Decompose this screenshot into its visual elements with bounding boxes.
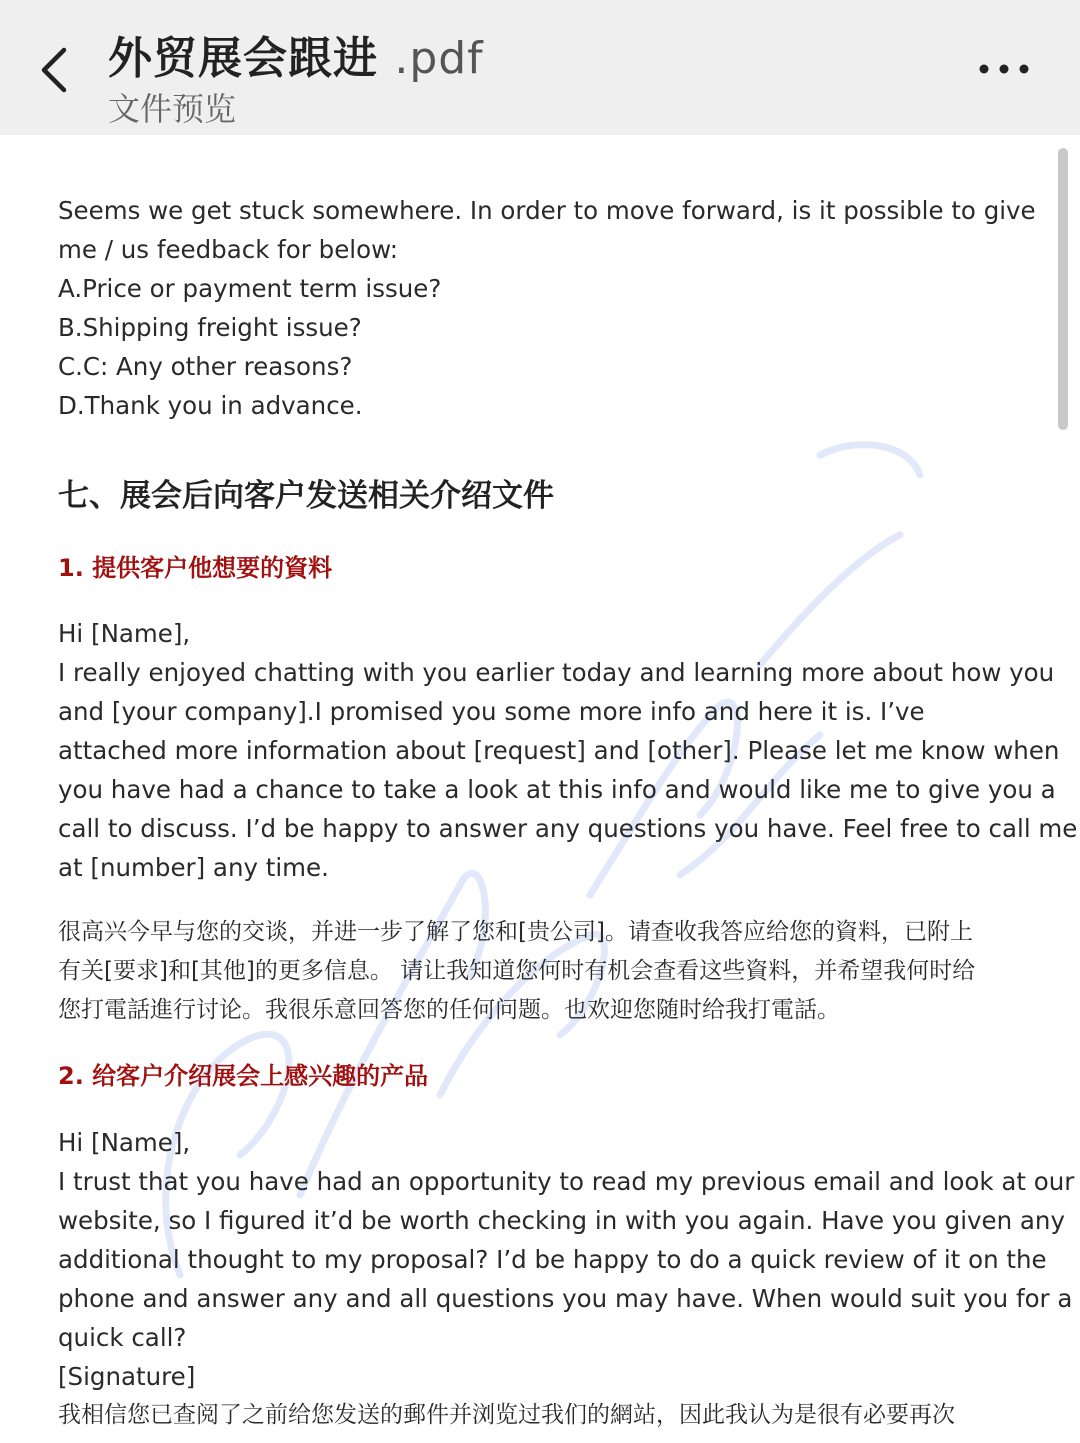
paragraph-line: 您打電話進行讨论。我很乐意回答您的任何问题。也欢迎您随时给我打電話。 [58, 997, 840, 1023]
intro-line: Seems we get stuck somewhere. In order to move forward, is it possible to give [58, 196, 1036, 225]
section-7-heading: 七、展会后向客户发送相关介绍文件 [58, 478, 554, 514]
paragraph-line: 有关[要求]和[其他]的更多信息。 请让我知道您何时有机会查看这些資料，并希望我何时给 [58, 958, 976, 984]
more-horizontal-icon [974, 54, 1034, 84]
subsection-2-heading: 2. 给客户介绍展会上感兴趣的产品 [58, 1062, 429, 1090]
document-subtitle: 文件预览 [108, 90, 237, 128]
paragraph-line: call to discuss. I’d be happy to answer any questions you have. Feel free to call me [58, 814, 1078, 843]
paragraph-line: at [number] any time. [58, 853, 329, 882]
intro-line: B.Shipping freight issue? [58, 313, 362, 342]
paragraph-line: I trust that you have had an opportunity to read my previous email and look at our [58, 1167, 1075, 1196]
intro-line: C.C: Any other reasons? [58, 352, 353, 381]
paragraph-line: Hi [Name], [58, 619, 191, 648]
document-title-extension: .pdf [394, 33, 484, 84]
intro-block [58, 191, 1036, 425]
document-preview[interactable] [0, 135, 1080, 1443]
top-bar [0, 0, 1080, 135]
subsection-1-chinese [58, 913, 975, 1030]
paragraph-line: 很高兴今早与您的交谈，并进一步了解了您和[贵公司]。请查收我答应给您的資料，已附上 [58, 919, 973, 945]
subsection-1-heading: 1. 提供客户他想要的資料 [58, 554, 333, 582]
document-title-name: 外贸展会跟进 [108, 33, 378, 84]
paragraph-line: and [your company].I promised you some more info and here it is. I’ve [58, 697, 925, 726]
intro-line: D.Thank you in advance. [58, 391, 363, 420]
more-options-button[interactable] [974, 54, 1034, 84]
chevron-left-icon [28, 38, 88, 102]
paragraph-line: Hi [Name], [58, 1128, 191, 1157]
intro-line: A.Price or payment term issue? [58, 274, 442, 303]
subsection-2-english [58, 1123, 1074, 1435]
document-title [108, 22, 484, 86]
paragraph-line: 我相信您已查阅了之前给您发送的郵件并浏览过我们的網站，因此我认为是很有必要再次 [58, 1402, 955, 1428]
paragraph-line: website, so I figured it’d be worth checking in with you again. Have you given any [58, 1206, 1065, 1235]
paragraph-line: phone and answer any and all questions you may have. When would suit you for a [58, 1284, 1073, 1313]
intro-line: me / us feedback for below: [58, 235, 399, 264]
paragraph-line: quick call? [58, 1323, 187, 1352]
paragraph-line: attached more information about [request] and [other]. Please let me know when [58, 736, 1060, 765]
subsection-2-heading-block [58, 1058, 428, 1094]
back-button[interactable] [28, 38, 88, 102]
subsection-1-english [58, 614, 1077, 887]
paragraph-line: I really enjoyed chatting with you earlier today and learning more about how you [58, 658, 1055, 687]
vertical-scrollbar[interactable] [1058, 148, 1068, 430]
subsection-1-heading-block [58, 550, 332, 586]
section-heading [58, 476, 554, 516]
paragraph-line: [Signature] [58, 1362, 196, 1391]
paragraph-line: additional thought to my proposal? I’d be happy to do a quick review of it on the [58, 1245, 1047, 1274]
paragraph-line: you have had a chance to take a look at this info and would like me to give you a [58, 775, 1056, 804]
